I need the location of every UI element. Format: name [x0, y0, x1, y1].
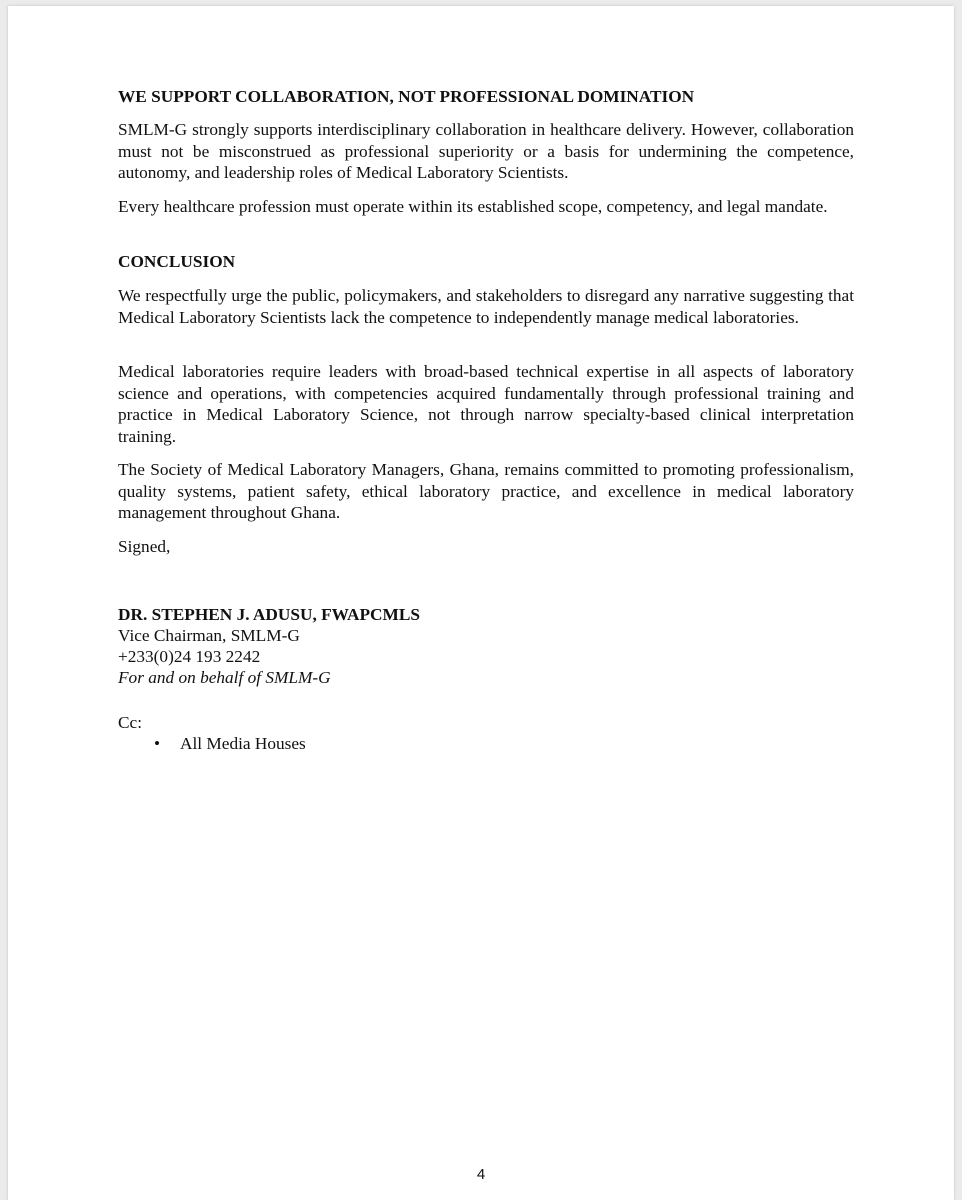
document-page — [8, 6, 954, 1200]
collaboration-paragraph-1: SMLM-G strongly supports interdisciplinary collaboration in healthcare delivery. However, collaboration must not be misconstrued as professional superiority or a basis for undermining the competence, autonomy, and leadership roles of Medical Laboratory Scientists. — [118, 120, 854, 182]
conclusion-paragraph-3: The Society of Medical Laboratory Managers, Ghana, remains committed to promoting professionalism, quality systems, patient safety, ethical laboratory practice, and excellence in medical laboratory management throughout Ghana. — [118, 460, 854, 522]
collaboration-paragraph-2: Every healthcare profession must operate within its established scope, competency, and legal mandate. — [118, 197, 828, 216]
signatory-phone: +233(0)24 193 2242 — [118, 647, 261, 666]
cc-list-item — [154, 733, 306, 755]
signatory-title: Vice Chairman, SMLM-G — [118, 626, 300, 645]
section-heading-collaboration: WE SUPPORT COLLABORATION, NOT PROFESSIONAL DOMINATION — [118, 87, 695, 106]
conclusion-paragraph-2: Medical laboratories require leaders with broad-based technical expertise in all aspects of laboratory science and operations, with competencies acquired fundamentally through professional training and practice in Medical Laboratory Science, not through narrow specialty-based clinical interpretation training. — [118, 362, 854, 446]
page-number: 4 — [476, 1166, 486, 1183]
signed-label: Signed, — [118, 537, 171, 556]
signatory-behalf: For and on behalf of SMLM-G — [118, 668, 331, 687]
cc-list-item-label: All Media Houses — [180, 734, 306, 753]
section-heading-conclusion: CONCLUSION — [118, 252, 236, 271]
conclusion-paragraph-1: We respectfully urge the public, policymakers, and stakeholders to disregard any narrative suggesting that Medical Laboratory Scientists lack the competence to independently manage medical laboratories. — [118, 286, 854, 327]
bullet-icon: • — [154, 734, 161, 753]
signatory-name: DR. STEPHEN J. ADUSU, FWAPCMLS — [118, 605, 420, 624]
cc-label: Cc: — [118, 713, 142, 732]
